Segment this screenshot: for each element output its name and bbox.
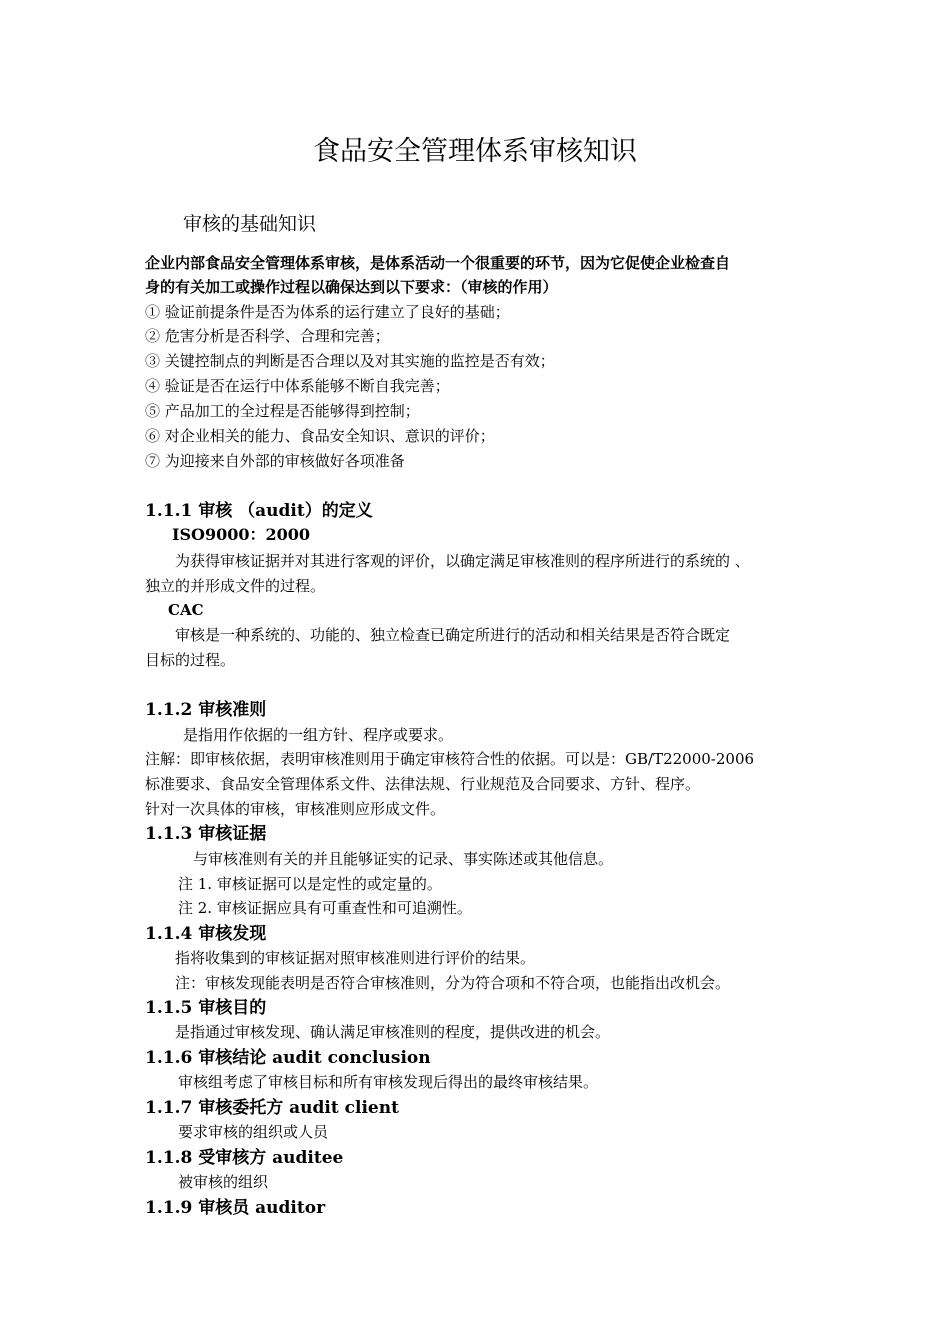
iso-definition-line-2: 独立的并形成文件的过程。: [145, 577, 326, 595]
intro-line-1: 企业内部食品安全管理体系审核，是体系活动一个很重要的环节，因为它促使企业检查自: [145, 254, 731, 272]
findings-note: 注：审核发现能表明是否符合审核准则，分为符合项和不符合项，也能指出改机会。: [175, 974, 731, 992]
heading-1-1-2: 1.1.2 审核准则: [145, 700, 267, 720]
heading-1-1-4: 1.1.4 审核发现: [145, 924, 267, 944]
list-item: ④ 验证是否在运行中体系能够不断自我完善；: [145, 377, 450, 395]
cac-label: CAC: [168, 601, 204, 619]
list-item: ⑤ 产品加工的全过程是否能够得到控制；: [145, 402, 420, 420]
list-item: ⑦ 为迎接来自外部的审核做好各项准备: [145, 452, 405, 470]
heading-1-1-8: 1.1.8 受审核方 auditee: [145, 1148, 344, 1168]
section-title: 审核的基础知识: [183, 213, 317, 235]
heading-1-1-7: 1.1.7 审核委托方 audit client: [145, 1098, 399, 1118]
heading-1-1-6: 1.1.6 审核结论 audit conclusion: [145, 1048, 431, 1068]
purpose-definition: 是指通过审核发现、确认满足审核准则的程度，提供改进的机会。: [175, 1023, 611, 1041]
list-item: ① 验证前提条件是否为体系的运行建立了良好的基础；: [145, 303, 510, 321]
list-item: ③ 关键控制点的判断是否合理以及对其实施的监控是否有效；: [145, 352, 555, 370]
heading-1-1-5: 1.1.5 审核目的: [145, 998, 267, 1018]
document-title: 食品安全管理体系审核知识: [313, 136, 637, 167]
list-item: ⑥ 对企业相关的能力、食品安全知识、意识的评价；: [145, 427, 495, 445]
evidence-note-1: 注 1. 审核证据可以是定性的或定量的。: [178, 875, 442, 893]
cac-definition-line-2: 目标的过程。: [145, 651, 236, 669]
criteria-note-line-2: 标准要求、食品安全管理体系文件、法律法规、行业规范及合同要求、方针、程序。: [145, 775, 701, 793]
heading-1-1-3: 1.1.3 审核证据: [145, 824, 267, 844]
conclusion-definition: 审核组考虑了审核目标和所有审核发现后得出的最终审核结果。: [178, 1073, 599, 1091]
evidence-definition: 与审核准则有关的并且能够证实的记录、事实陈述或其他信息。: [193, 850, 614, 868]
criteria-note-line-1: 注解：即审核依据，表明审核准则用于确定审核符合性的依据。可以是：GB/T22000-2006: [145, 750, 755, 768]
heading-1-1-9: 1.1.9 审核员 auditor: [145, 1198, 326, 1218]
heading-1-1-1: 1.1.1 审核 （audit）的定义: [145, 501, 373, 521]
iso-label: ISO9000：2000: [172, 525, 311, 544]
list-item: ② 危害分析是否科学、合理和完善；: [145, 327, 390, 345]
cac-definition-line-1: 审核是一种系统的、功能的、独立检查已确定所进行的活动和相关结果是否符合既定: [175, 626, 731, 644]
findings-definition: 指将收集到的审核证据对照审核准则进行评价的结果。: [175, 949, 536, 967]
criteria-definition: 是指用作依据的一组方针、程序或要求。: [183, 726, 454, 744]
criteria-note-line-3: 针对一次具体的审核，审核准则应形成文件。: [145, 800, 446, 818]
iso-definition-line-1: 为获得审核证据并对其进行客观的评价，以确定满足审核准则的程序所进行的系统的 、: [175, 552, 750, 570]
client-definition: 要求审核的组织或人员: [178, 1123, 329, 1141]
intro-line-2: 身的有关加工或操作过程以确保达到以下要求：（审核的作用）: [145, 278, 558, 296]
auditee-definition: 被审核的组织: [178, 1173, 269, 1191]
evidence-note-2: 注 2. 审核证据应具有可重查性和可追溯性。: [178, 899, 472, 917]
